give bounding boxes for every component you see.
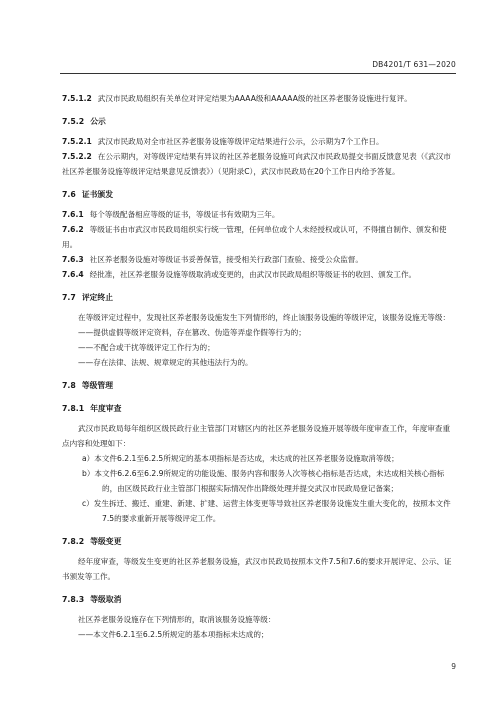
standard-code: DB4201/T 631—2020 <box>372 60 456 69</box>
heading-7-8-1 <box>62 401 454 416</box>
heading-number: 7.8.3 <box>62 595 85 604</box>
dash-item: ——存在法律、法规、规章规定的其他违法行为的。 <box>78 358 253 367</box>
heading-7-6 <box>62 187 454 202</box>
clause-text: 武汉市民政局组织有关单位对评定结果为AAAA级和AAAAA级的社区养老服务设施进行复评。 <box>97 94 412 103</box>
heading-title: 公示 <box>90 117 106 126</box>
heading-title: 等级管理 <box>81 381 113 390</box>
heading-title: 等级变更 <box>90 537 122 546</box>
page-number: 9 <box>451 662 456 671</box>
list-text: 本文件6.2.1至6.2.5所规定的基本项指标是否达成，未达成的社区养老服务设施取消等级； <box>94 454 399 463</box>
clause-text: 等级证书由市武汉市民政局组织实行统一管理，任何单位或个人未经授权或认可，不得擅自制作、颁发和使用。 <box>62 225 447 249</box>
list-item-b <box>62 466 454 496</box>
clause-7-5-1-2 <box>62 91 454 106</box>
clause-number: 7.6.4 <box>62 270 84 279</box>
heading-title: 证书颁发 <box>81 190 113 199</box>
heading-title: 评定终止 <box>81 293 113 302</box>
clause-7-6-2 <box>62 222 454 252</box>
list-text: 本文件6.2.6至6.2.9所规定的功能设施、服务内容和服务人次等核心指标是否达成，未达成相关核心指标的，由区级民政行业主管部门根据实际情况作出降级处理并提交武汉市民政局登记备案； <box>94 469 445 493</box>
dash-item: ——提供虚假等级评定资料，存在篡改、伪造等弄虚作假等行为的； <box>78 328 306 337</box>
clause-7-8-3-intro: 社区养老服务设施存在下列情形的，取消该服务设施等级： <box>78 615 276 624</box>
clause-text: 社区养老服务设施对等级证书妥善保管，接受相关行政部门查验、接受公众监督。 <box>89 255 363 264</box>
clause-7-6-4 <box>62 267 454 282</box>
dash-item: ——不配合或干扰等级评定工作行为的； <box>78 343 215 352</box>
list-marker: a） <box>82 454 95 463</box>
header-rule <box>60 73 456 74</box>
clause-7-7-intro: 在等级评定过程中，发现社区养老服务设施发生下列情形的，终止该服务设施的等级评定，该服务设施无等级： <box>78 313 451 322</box>
clause-number: 7.5.2.2 <box>62 152 92 161</box>
heading-title: 年度审查 <box>90 404 122 413</box>
heading-number: 7.8.2 <box>62 537 85 546</box>
list-text: 发生拆迁、搬迁、重建、新建、扩建、运营主体变更等导致社区养老服务设施发生重大变化的，按照本文件7.5的要求重新开展等级评定工作。 <box>93 499 451 523</box>
clause-7-8-2-text: 经年度审查，等级发生变更的社区养老服务设施，武汉市民政局按照本文件7.5和7.6的要求开展评定、公示、证书颁发等工作。 <box>62 557 452 581</box>
clause-7-6-3 <box>62 252 454 267</box>
heading-number: 7.7 <box>62 293 76 302</box>
clause-7-8-1-intro: 武汉市民政局每年组织区级民政行业主管部门对辖区内的社区养老服务设施开展等级年度审查工作，年度审查重点内容和处理如下： <box>62 424 451 448</box>
clause-number: 7.6.1 <box>62 210 84 219</box>
clause-7-5-2-2 <box>62 149 454 179</box>
heading-7-8-2 <box>62 534 454 549</box>
heading-number: 7.8 <box>62 381 76 390</box>
list-marker: c） <box>82 499 94 508</box>
clause-text: 在公示期内，对等级评定结果有异议的社区养老服务设施可向武汉市民政局提交书面反馈意见表（《武汉市社区养老服务设施等级评定结果意见反馈表》）（见附录C），武汉市民政局在20个工作日内给予答复。 <box>62 152 451 176</box>
clause-number: 7.5.2.1 <box>62 137 92 146</box>
heading-7-8 <box>62 378 454 393</box>
clause-text: 每个等级配备相应等级的证书，等级证书有效期为三年。 <box>89 210 280 219</box>
heading-title: 等级取消 <box>90 595 122 604</box>
clause-number: 7.6.3 <box>62 255 84 264</box>
clause-number: 7.5.1.2 <box>62 94 92 103</box>
heading-7-8-3 <box>62 592 454 607</box>
list-marker: b） <box>82 469 95 478</box>
clause-text: 武汉市民政局对全市社区养老服务设施等级评定结果进行公示，公示期为7个工作日。 <box>97 137 384 146</box>
heading-7-5-2 <box>62 114 454 129</box>
list-item-a <box>62 451 454 466</box>
clause-7-6-1 <box>62 207 454 222</box>
heading-number: 7.5.2 <box>62 117 85 126</box>
clause-text: 经批准，社区养老服务设施等级取消或变更的，由武汉市民政局组织等级证书的收回、颁发工作。 <box>89 270 417 279</box>
heading-number: 7.8.1 <box>62 404 85 413</box>
clause-7-5-2-1 <box>62 134 454 149</box>
heading-number: 7.6 <box>62 190 76 199</box>
clause-number: 7.6.2 <box>62 225 84 234</box>
document-body <box>62 91 454 642</box>
dash-item: ——本文件6.2.1至6.2.5所规定的基本项指标未达成的； <box>78 630 269 639</box>
list-item-c <box>62 496 454 526</box>
heading-7-7 <box>62 290 454 305</box>
